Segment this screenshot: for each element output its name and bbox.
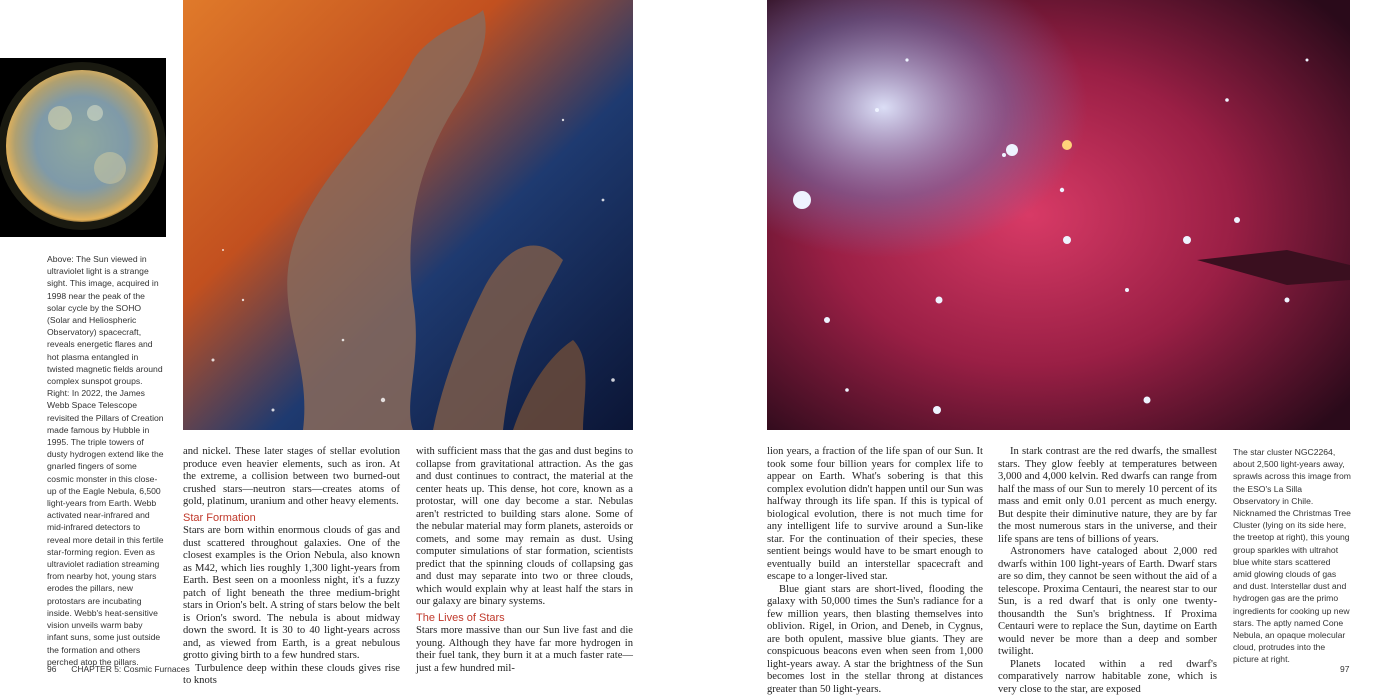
section-heading-lives-of-stars: The Lives of Stars [416, 611, 505, 624]
left-page-column-2 [416, 446, 633, 675]
christmas-tree-cluster-photo [767, 0, 1350, 430]
paragraph: lion years, a fraction of the life span of our Sun. It took some four billion years for complex life to appear on Earth. What's sobering is that this complex evolution didn't happen until our Sun was halfway through its life span. If this is typical of biological evolution, there is not much time for any intelligent life to survive around a Sun-like star. For the continuation of their species, these sentient beings would have to be smart enough to eventually build an interstellar spacecraft and escape to a longer-lived star. [767, 446, 983, 582]
cluster-image [767, 0, 1350, 430]
sun-image [0, 58, 166, 237]
right-page-column-2 [998, 446, 1217, 696]
paragraph: Planets located within a red dwarf's comparatively narrow habitable zone, which is very close to the star, are exposed [998, 658, 1217, 695]
left-page-column-1 [183, 446, 400, 688]
sun-ultraviolet-photo [0, 58, 166, 237]
section-heading-star-formation: Star Formation [183, 511, 256, 524]
paragraph: In stark contrast are the red dwarfs, the smallest stars. They glow feebly at temperatures between 3,000 and 4,000 kelvin. Red dwarfs can range from half the mass of our Sun to merely 10 percent of its mass and emit only 0.01 percent as much energy. But despite their diminutive nature, they are by far the most numerous stars in the universe, and their life spans are tens of billions of years. [998, 446, 1217, 545]
pillars-of-creation-photo [183, 0, 633, 430]
left-footer [47, 664, 190, 674]
paragraph: Turbulence deep within these clouds gives rise to knots [183, 662, 400, 686]
sun-and-pillars-caption: Above: The Sun viewed in ultraviolet light is a strange sight. This image, acquired in 1998 near the peak of the solar cycle by the SOHO (Solar and Heliospheric Observatory) spacecraft, reveals energetic flares and hot plasma entangled in twisted magnetic fields around complex sunspot groups. Right: In 2022, the James Webb Space Telescope revisited the Pillars of Creation made famous by Hubble in 1995. The triple towers of dusty hydrogen extend like the gnarled fingers of some cosmic monster in this close-up of the Eagle Nebula, 6,500 light-years from Earth. Webb activated near-infrared and mid-infrared detectors to reveal more detail in this fertile star-forming region. Even as ultraviolet radiation streaming from nearby hot, young stars erodes the pillars, new protostars are incubating inside. Webb's heat-sensitive vision unveils warm baby infant suns, some just outside the formation and others perched atop the pillars. [47, 254, 164, 667]
page-number-right: 97 [1340, 664, 1350, 674]
paragraph: Stars are born within enormous clouds of gas and dust scattered throughout galaxies. One of the closest examples is the Orion Nebula, also known as M42, which lies roughly 1,300 light-years from Earth. Best seen on a moonless night, it's a fuzzy patch of light beneath the three medium-bright stars in Orion's belt. A string of stars below the belt is Orion's sword. The nebula is about midway down the sword. It is 30 to 40 light-years across and, as viewed from Earth, is a great nebulous grotto giving birth to a few hundred stars. [183, 525, 400, 661]
chapter-title: CHAPTER 5: Cosmic Furnaces [71, 664, 190, 674]
paragraph: Astronomers have cataloged about 2,000 red dwarfs within 100 light-years of Earth. Dwarf stars are so dim, they cannot be seen without the aid of a telescope. Proxima Centauri, the nearest star to our Sun, is a red dwarf that is only one twenty-thousandth the Sun's brightness. If Proxima Centauri were to replace the Sun, daytime on Earth would never be more than a deep and somber twilight. [998, 546, 1217, 657]
right-page-column-1 [767, 446, 983, 696]
paragraph: Stars more massive than our Sun live fast and die young. Although they have far more hydrogen in their fuel tank, they burn it at a much faster rate—just a few hundred mil- [416, 625, 633, 674]
paragraph: and nickel. These later stages of stellar evolution produce even heavier elements, such as iron. At the extreme, a collision between two burned-out crushed stars—neutron stars—creates atoms of gold, platinum, uranium and other heavy elements. [183, 446, 400, 507]
cluster-caption: The star cluster NGC2264, about 2,500 light-years away, sprawls across this image from the ESO's La Silla Observatory in Chile. Nicknamed the Christmas Tree Cluster (lying on its side here, the treetop at right), this young group sparkles with ultrahot blue white stars scattered amid glowing clouds of gas and dust. Interstellar dust and hydrogen gas are the primo ingredients for cooking up new stars. The aptly named Cone Nebula, an opaque molecular cloud, protrudes into the picture at right. [1233, 447, 1351, 665]
page-number-left: 96 [47, 664, 57, 674]
paragraph: with sufficient mass that the gas and dust begins to collapse from gravitational attraction. As the gas and dust continues to contract, the material at the center heats up. This dense, hot core, known as a protostar, will one day become a star. Nebulas aren't restricted to building stars alone. Some of the nebular material may form planets, asteroids or comets, and some may remain as dust. Using computer simulations of star formation, scientists predict that the spinning clouds of collapsing gas and dust may separate into two or three clouds, which would explain why at least half the stars in our galaxy are binary systems. [416, 446, 633, 607]
pillars-image [183, 0, 633, 430]
paragraph: Blue giant stars are short-lived, flooding the galaxy with 50,000 times the Sun's radiance for a few million years, then blasting themselves into oblivion. Rigel, in Orion, and Deneb, in Cygnus, are both opulent, massive blue giants. They are conspicuous beacons even when seen from 1,000 light-years away. A star the brightness of the Sun becomes lost in the stellar throng at distances greater than 50 light-years. [767, 583, 983, 695]
